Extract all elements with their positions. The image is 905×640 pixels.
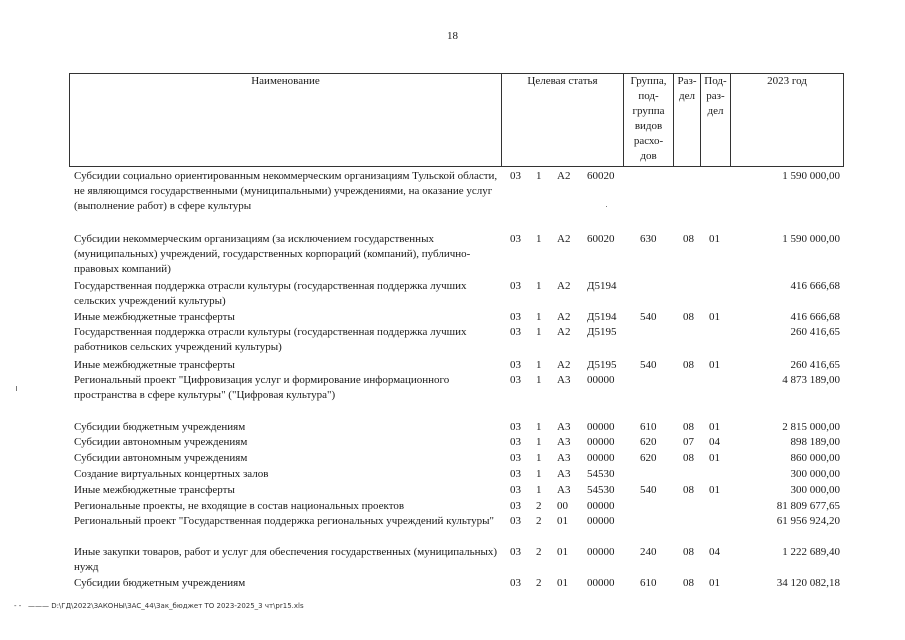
row-group: 240 — [640, 546, 657, 558]
row-amount: 34 120 082,18 — [776, 577, 840, 589]
row-code: 1 — [536, 326, 542, 338]
row-razdel: 08 — [683, 484, 694, 496]
row-code: А3 — [557, 452, 571, 464]
row-group: 630 — [640, 233, 657, 245]
row-razdel: 08 — [683, 546, 694, 558]
row-amount: 61 956 924,20 — [776, 515, 840, 527]
row-name: Государственная поддержка отрасли культуры (государственная поддержка лучших сельских учреждений культуры) — [74, 280, 467, 307]
row-podrazdel: 01 — [709, 233, 720, 245]
row-name: Субсидии автономным учреждениям — [74, 436, 248, 448]
row-code: 03 — [510, 170, 521, 182]
row-name: Иные межбюджетные трансферты — [74, 311, 235, 323]
row-name: Региональные проекты, не входящие в состав национальных проектов — [74, 500, 405, 512]
row-amount: 260 416,65 — [790, 359, 840, 371]
scan-mark — [606, 206, 607, 207]
row-podrazdel: 01 — [709, 359, 720, 371]
row-code: 03 — [510, 326, 521, 338]
row-code: 1 — [536, 484, 542, 496]
header-razdel: Раз- дел — [677, 75, 697, 102]
row-code: 1 — [536, 170, 542, 182]
row-amount: 1 590 000,00 — [782, 233, 840, 245]
row-name: Субсидии автономным учреждениям — [74, 452, 248, 464]
row-code: 03 — [510, 500, 521, 512]
row-name: Иные закупки товаров, работ и услуг для обеспечения государственных (муниципальных) нужд — [74, 546, 498, 573]
row-razdel: 08 — [683, 452, 694, 464]
row-code: 03 — [510, 484, 521, 496]
row-code: 60020 — [587, 233, 615, 245]
row-code: 03 — [510, 577, 521, 589]
row-amount: 300 000,00 — [790, 484, 840, 496]
row-code: 54530 — [587, 484, 615, 496]
row-podrazdel: 04 — [709, 436, 720, 448]
row-code: 03 — [510, 374, 521, 386]
row-name: Субсидии социально ориентированным некоммерческим организациям Тульской области, не являющимся государственными (муниципальными) учреждениями, на оказание услуг (выполнение работ) в сфере культуры — [74, 170, 498, 212]
row-group: 540 — [640, 311, 657, 323]
row-code: 00000 — [587, 546, 615, 558]
row-code: 01 — [557, 515, 568, 527]
row-amount: 4 873 189,00 — [782, 374, 840, 386]
row-code: А2 — [557, 280, 571, 292]
row-code: 1 — [536, 280, 542, 292]
row-podrazdel: 04 — [709, 546, 720, 558]
row-amount: 1 222 689,40 — [782, 546, 840, 558]
header-bottom-border — [69, 166, 844, 167]
row-code: Д5195 — [587, 359, 617, 371]
row-code: 00000 — [587, 421, 615, 433]
row-code: 1 — [536, 452, 542, 464]
row-code: 03 — [510, 280, 521, 292]
row-name: Государственная поддержка отрасли культуры (государственная поддержка лучших работников сельских учреждений культуры) — [74, 326, 467, 353]
header-group: Группа, под- группа видов расхо- дов — [630, 75, 667, 162]
row-code: 03 — [510, 468, 521, 480]
row-code: 03 — [510, 546, 521, 558]
row-razdel: 08 — [683, 421, 694, 433]
row-amount: 416 666,68 — [790, 280, 840, 292]
row-code: 1 — [536, 436, 542, 448]
row-code: 00000 — [587, 436, 615, 448]
row-group: 610 — [640, 421, 657, 433]
row-code: 1 — [536, 421, 542, 433]
row-podrazdel: 01 — [709, 452, 720, 464]
row-name: Региональный проект "Цифровизация услуг и формирование информационного пространства в сфере культуры" ("Цифровая культура") — [74, 374, 450, 401]
row-code: 03 — [510, 436, 521, 448]
row-group: 610 — [640, 577, 657, 589]
row-amount: 416 666,68 — [790, 311, 840, 323]
row-code: 03 — [510, 452, 521, 464]
row-code: 1 — [536, 374, 542, 386]
row-podrazdel: 01 — [709, 311, 720, 323]
row-amount: 81 809 677,65 — [776, 500, 840, 512]
row-code: Д5194 — [587, 311, 617, 323]
row-code: А3 — [557, 436, 571, 448]
row-group: 540 — [640, 484, 657, 496]
row-code: 01 — [557, 546, 568, 558]
row-code: Д5194 — [587, 280, 617, 292]
header-year: 2023 год — [767, 75, 807, 87]
row-code: 2 — [536, 577, 542, 589]
header-divider — [843, 73, 844, 167]
row-razdel: 07 — [683, 436, 694, 448]
header-name: Наименование — [251, 75, 320, 87]
row-name: Субсидии бюджетным учреждениям — [74, 577, 246, 589]
row-amount: 300 000,00 — [790, 468, 840, 480]
row-code: 03 — [510, 311, 521, 323]
row-code: 54530 — [587, 468, 615, 480]
row-code: А3 — [557, 374, 571, 386]
row-name: Иные межбюджетные трансферты — [74, 359, 235, 371]
row-code: 00000 — [587, 515, 615, 527]
row-code: 60020 — [587, 170, 615, 182]
row-amount: 2 815 000,00 — [782, 421, 840, 433]
row-podrazdel: 01 — [709, 577, 720, 589]
row-code: 2 — [536, 515, 542, 527]
row-name: Субсидии бюджетным учреждениям — [74, 421, 246, 433]
row-code: А2 — [557, 170, 571, 182]
row-code: А2 — [557, 359, 571, 371]
row-razdel: 08 — [683, 577, 694, 589]
row-group: 620 — [640, 452, 657, 464]
row-code: 2 — [536, 500, 542, 512]
row-amount: 1 590 000,00 — [782, 170, 840, 182]
scan-mark — [16, 386, 17, 391]
row-code: 03 — [510, 515, 521, 527]
row-name: Субсидии некоммерческим организациям (за исключением государственных (муниципальных) учреждений, государственных корпораций (компаний), публично-правовых компаний) — [74, 233, 471, 275]
header-podrazdel: Под- раз- дел — [704, 75, 727, 117]
row-code: А3 — [557, 421, 571, 433]
row-razdel: 08 — [683, 233, 694, 245]
row-code: 01 — [557, 577, 568, 589]
row-code: 03 — [510, 233, 521, 245]
row-code: А2 — [557, 326, 571, 338]
header-target: Целевая статья — [527, 75, 598, 87]
row-amount: 260 416,65 — [790, 326, 840, 338]
row-code: 00000 — [587, 577, 615, 589]
row-amount: 860 000,00 — [790, 452, 840, 464]
row-code: 1 — [536, 311, 542, 323]
row-name: Региональный проект "Государственная поддержка региональных учреждений культуры" — [74, 515, 495, 527]
row-code: 03 — [510, 421, 521, 433]
row-code: 1 — [536, 359, 542, 371]
row-code: А2 — [557, 311, 571, 323]
row-razdel: 08 — [683, 359, 694, 371]
row-amount: 898 189,00 — [790, 436, 840, 448]
row-podrazdel: 01 — [709, 484, 720, 496]
row-group: 540 — [640, 359, 657, 371]
row-code: 2 — [536, 546, 542, 558]
row-code: 1 — [536, 468, 542, 480]
row-code: 03 — [510, 359, 521, 371]
page-number: 18 — [447, 30, 458, 42]
row-podrazdel: 01 — [709, 421, 720, 433]
row-code: 00000 — [587, 374, 615, 386]
row-name: Иные межбюджетные трансферты — [74, 484, 235, 496]
row-code: 00000 — [587, 452, 615, 464]
row-name: Создание виртуальных концертных залов — [74, 468, 269, 480]
row-code: 1 — [536, 233, 542, 245]
footer-dash-icon: - - ——— — [14, 602, 52, 610]
row-code: А3 — [557, 484, 571, 496]
row-code: 00000 — [587, 500, 615, 512]
row-code: Д5195 — [587, 326, 617, 338]
row-code: А3 — [557, 468, 571, 480]
row-razdel: 08 — [683, 311, 694, 323]
footer-file-path: - - ——— D:\ГД\2022\ЗАКОНЫ\ЗАС_44\Зак_бюджет ТО 2023-2025_3 чт\pr15.xls — [14, 602, 304, 610]
row-group: 620 — [640, 436, 657, 448]
row-code: А2 — [557, 233, 571, 245]
row-code: 00 — [557, 500, 568, 512]
